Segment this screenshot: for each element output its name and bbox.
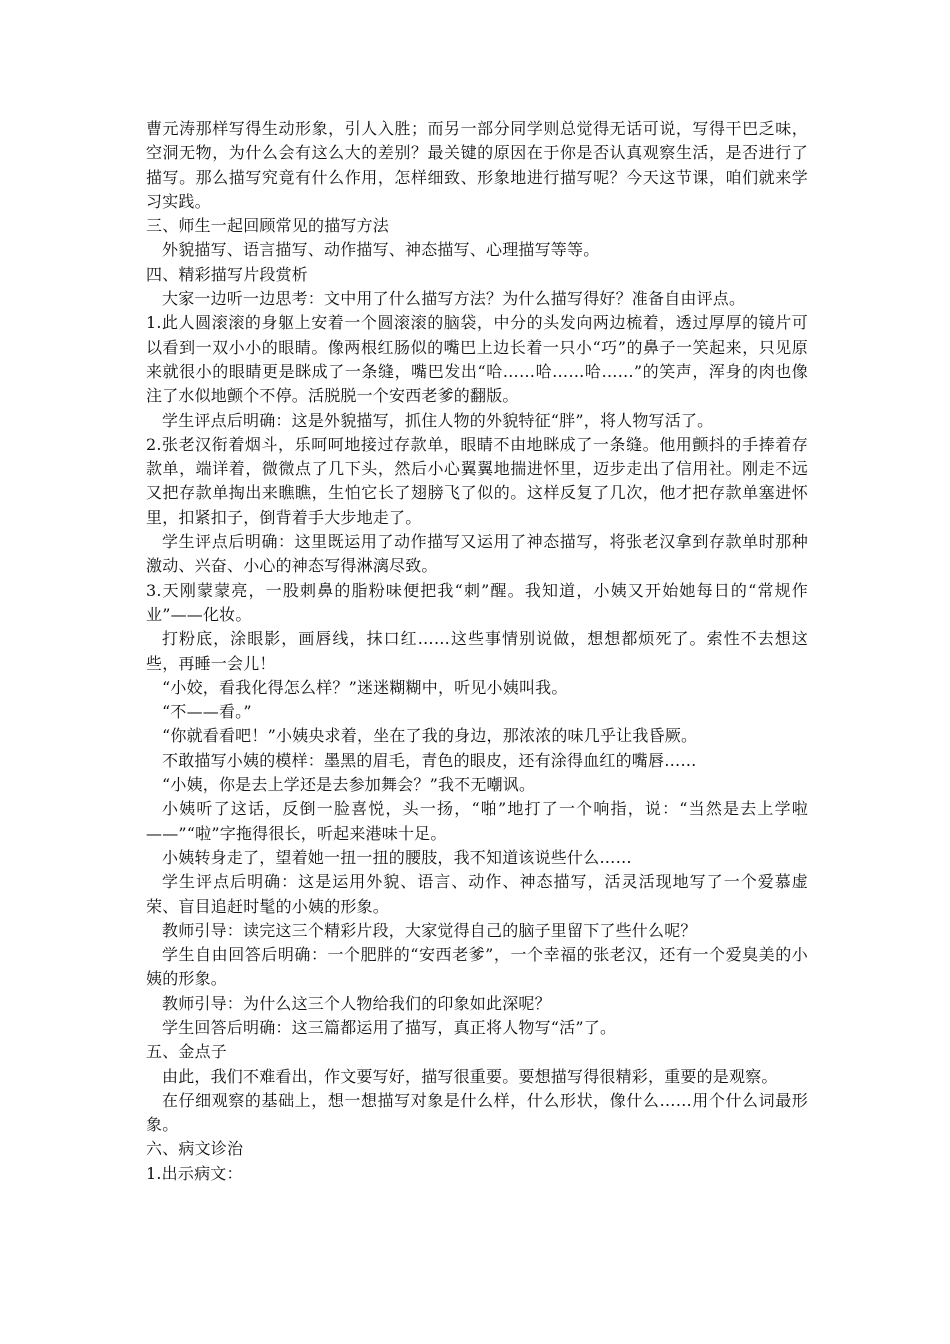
teacher-guide-1: 教师引导：读完这三个精彩片段，大家觉得自己的脑子里留下了些什么呢？: [162, 920, 697, 940]
excerpt-3-line-7: 小姨听了这话，反倒一脸喜悦，头一扬，“啪”地打了一个响指，说：“当然是去上学啦——”“啦”字拖得很长，听起来港味十足。: [146, 799, 808, 843]
excerpt-3-line-4: “你就看看吧！”小姨央求着，坐在了我的身边，那浓浓的味几乎让我昏厥。: [162, 726, 698, 746]
comment-3: 学生评点后明确：这是运用外貌、语言、动作、神态描写，活灵活现地写了一个爱慕虚荣、盲目追赶时髦的小姨的形象。: [146, 872, 808, 916]
excerpt-2: 2.张老汉衔着烟斗，乐呵呵地接过存款单，眼睛不由地眯成了一条缝。他用颤抖的手捧着存款单，端详着，微微点了几下头，然后小心翼翼地揣进怀里，迈步走出了信用社。刚走不远又把存款单掏出来瞧瞧，生怕它长了翅膀飞了似的。这样反复了几次，他才把存款单塞进怀里，扣紧扣子，倒背着手大步地走了。: [146, 434, 808, 527]
excerpt-3-line-8: 小姨转身走了，望着她一扭一扭的腰肢，我不知道该说些什么……: [162, 847, 632, 867]
excerpt-3-line-5: 不敢描写小姨的模样：墨黑的眉毛，青色的眼皮，还有涂得血红的嘴唇……: [162, 750, 697, 770]
tip-paragraph-1: 由此，我们不难看出，作文要写好，描写很重要。要想描写得很精彩，重要的是观察。: [162, 1066, 778, 1086]
excerpt-3-line-6: “小姨，你是去上学还是去参加舞会？”我不无嘲讽。: [162, 775, 536, 795]
document-page: [146, 117, 808, 1186]
section-heading-6: 六、病文诊治: [146, 1139, 244, 1159]
paragraph-methods: 外貌描写、语言描写、动作描写、神态描写、心理描写等等。: [162, 240, 600, 260]
teacher-guide-2: 教师引导：为什么这三个人物给我们的印象如此深呢？: [162, 993, 551, 1013]
excerpt-3-line-2: “小姣，看我化得怎么样？”迷迷糊糊中，听见小姨叫我。: [162, 677, 568, 697]
comment-1: 学生评点后明确：这是外貌描写，抓住人物的外貌特征“胖”，将人物写活了。: [162, 410, 714, 430]
excerpt-3: 3.天刚蒙蒙亮，一股刺鼻的脂粉味便把我“刺”醒。我知道，小姨又开始她每日的“常规作业”——化妆。: [146, 580, 808, 624]
section-heading-3: 三、师生一起回顾常见的描写方法: [146, 216, 390, 236]
student-answer-1: 学生自由回答后明确：一个肥胖的“安西老爹”，一个幸福的张老汉，还有一个爱臭美的小姨的形象。: [146, 945, 808, 989]
section-heading-4: 四、精彩描写片段赏析: [146, 264, 309, 284]
student-answer-2: 学生回答后明确：这三篇都运用了描写，真正将人物写“活”了。: [162, 1017, 617, 1037]
excerpt-3-line-3: “不——看。”: [162, 702, 252, 722]
comment-2: 学生评点后明确：这里既运用了动作描写又运用了神态描写，将张老汉拿到存款单时那种激动、兴奋、小心的神态写得淋漓尽致。: [146, 532, 808, 576]
paragraph-instruction: 大家一边听一边思考：文中用了什么描写方法？为什么描写得好？准备自由评点。: [162, 289, 746, 309]
excerpt-3-line-1: 打粉底，涂眼影，画唇线，抹口红……这些事情别说做，想想都烦死了。索性不去想这些，再睡一会儿！: [146, 629, 808, 673]
section-heading-5: 五、金点子: [146, 1042, 228, 1062]
paragraph-intro-continued: 曹元涛那样写得生动形象，引人入胜；而另一部分同学则总觉得无话可说，写得干巴乏味，空洞无物，为什么会有这么大的差别？最关键的原因在于你是否认真观察生活，是否进行了描写。那么描写究竟有什么作用，怎样细致、形象地进行描写呢？今天这节课，咱们就来学习实践。: [146, 119, 808, 211]
flawed-text-item-1: 1.出示病文：: [146, 1163, 243, 1183]
excerpt-1: 1.此人圆滚滚的身躯上安着一个圆滚滚的脑袋，中分的头发向两边梳着，透过厚厚的镜片可以看到一双小小的眼睛。像两根红肠似的嘴巴上边长着一只小“巧”的鼻子一笑起来，只见原来就很小的眼睛更是眯成了一条缝，嘴巴发出“哈……哈……哈……”的笑声，浑身的肉也像注了水似地颤个不停。活脱脱一个安西老爹的翻版。: [146, 313, 808, 406]
tip-paragraph-2: 在仔细观察的基础上，想一想描写对象是什么样，什么形状，像什么……用个什么词最形象。: [146, 1090, 808, 1135]
